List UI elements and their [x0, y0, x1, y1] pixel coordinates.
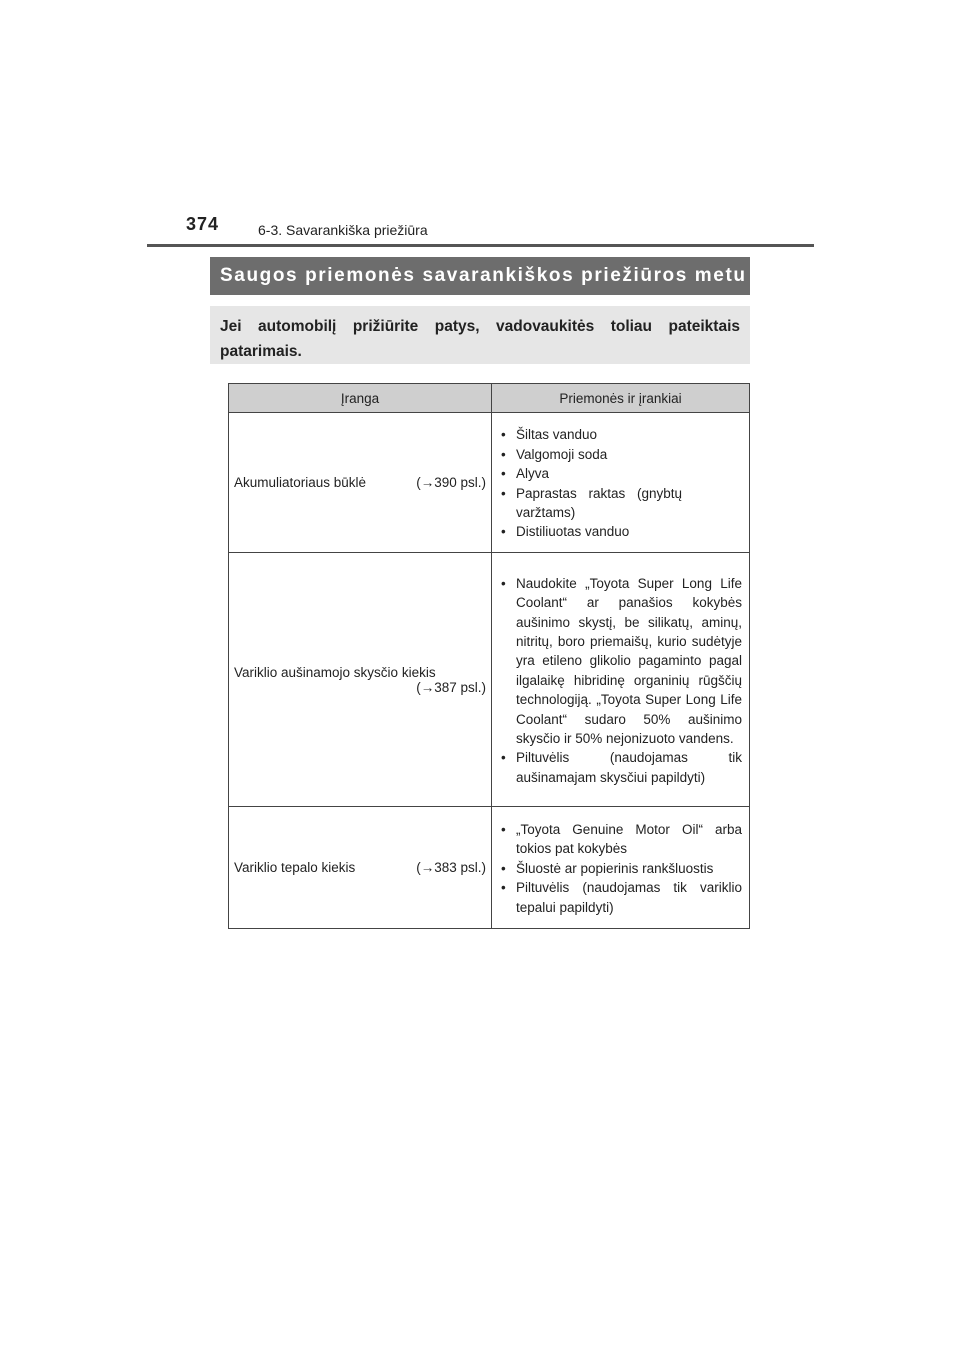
- bullet: •: [501, 575, 506, 591]
- equipment-name: Variklio tepalo kiekis: [234, 860, 356, 875]
- page-title: Saugos priemonės savarankiškos priežiūros metu: [210, 257, 750, 295]
- page-reference: (→390 psl.): [416, 475, 486, 490]
- tools-cell: [492, 807, 750, 929]
- bullet: •: [501, 821, 506, 837]
- list-item: • Naudokite „Toyota Super Long Life Coolant“ ar panašios kokybės aušinimo skystį, be silikatų, aminų, nitritų, boro priemaišų, kurio sudėtyje yra etileno glikolio pagaminto pagal ilgalaikę hibridinę organinių rūgščių technologiją. „Toyota Super Long Life Coolant“ sudaro 50% aušinimo skysčio ir 50% nejonizuoto vandens.: [501, 575, 742, 747]
- table-row: [229, 807, 750, 929]
- page-number: 374: [186, 214, 220, 234]
- bullet: •: [501, 485, 506, 501]
- equipment-name: Akumuliatoriaus būklė: [234, 475, 367, 490]
- intro-text: Jei automobilį prižiūrite patys, vadovaukitės toliau pateiktais patarimais.: [210, 306, 750, 364]
- list-item: • Piltuvėlis (naudojamas tik aušinamajam skysčiui papildyti): [501, 750, 742, 785]
- list-item: • Alyva: [499, 464, 742, 483]
- list-item: • Valgomoji soda: [499, 445, 742, 464]
- tools-table: [228, 383, 750, 929]
- tools-cell: [492, 413, 750, 553]
- bullet: •: [501, 860, 506, 876]
- bullet: •: [501, 466, 506, 482]
- bullet: •: [501, 750, 506, 766]
- equipment-cell: [229, 553, 492, 807]
- list-item: • Šiltas vanduo: [499, 425, 742, 444]
- column-header-equipment: Įranga: [229, 384, 492, 413]
- equipment-cell: [229, 807, 492, 929]
- page-reference: (→383 psl.): [416, 860, 486, 875]
- header-divider: [147, 244, 814, 247]
- tools-cell: [492, 553, 750, 807]
- table-row: [229, 553, 750, 807]
- list-item: • Paprastas raktas (gnybtų varžtams): [501, 485, 682, 520]
- page-reference: (→387 psl.): [416, 679, 486, 695]
- list-item: • Piltuvėlis (naudojamas tik variklio tepalui papildyti): [501, 880, 742, 915]
- section-title: 6-3. Savarankiška priežiūra: [258, 222, 428, 238]
- list-item: • Distiliuotas vanduo: [499, 522, 742, 541]
- table-row: [229, 413, 750, 553]
- bullet: •: [501, 446, 506, 462]
- equipment-name: Variklio aušinamojo skysčio kiekis: [234, 664, 436, 680]
- table-header-row: [229, 384, 750, 413]
- bullet: •: [501, 427, 506, 443]
- bullet: •: [501, 524, 506, 540]
- list-item: • Šluostė ar popierinis rankšluostis: [499, 859, 742, 878]
- column-header-tools: Priemonės ir įrankiai: [492, 384, 750, 413]
- list-item: • „Toyota Genuine Motor Oil“ arba tokios pat kokybės: [501, 821, 742, 857]
- equipment-cell: [229, 413, 492, 553]
- bullet: •: [501, 880, 506, 896]
